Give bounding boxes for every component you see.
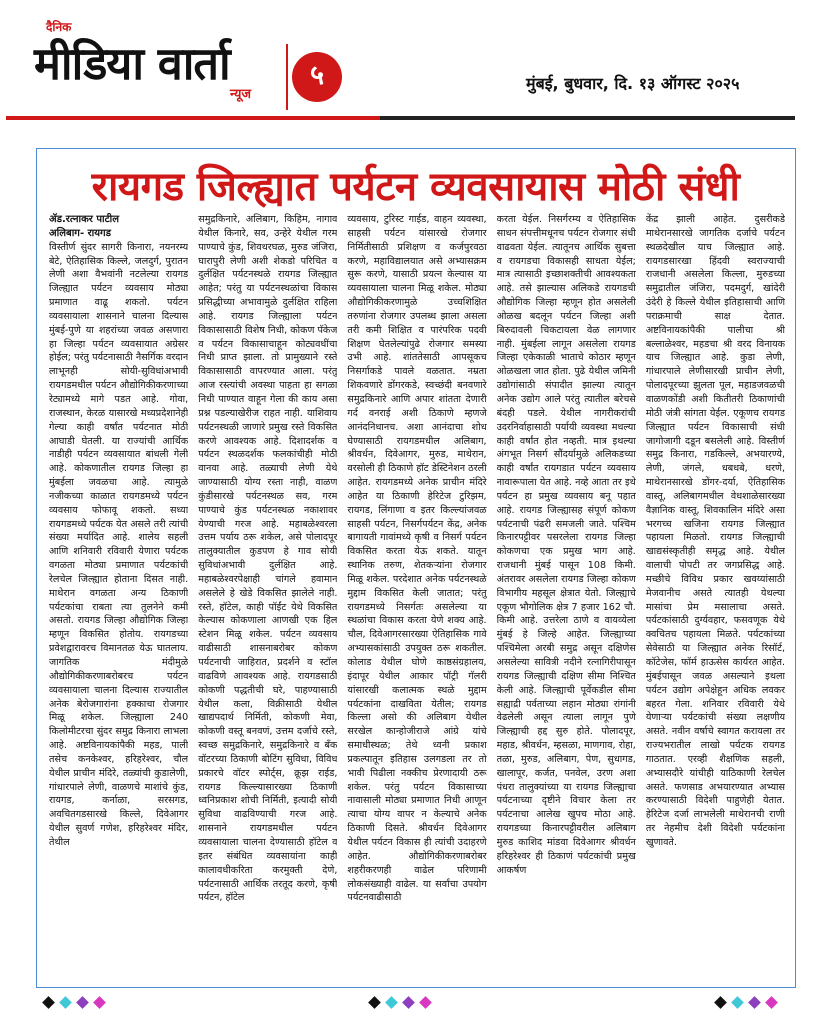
dateline: मुंबई, बुधवार, दि. १३ ऑगस्ट २०२५ xyxy=(526,74,740,93)
diamond-mark xyxy=(385,996,398,1009)
article-columns xyxy=(49,213,785,983)
logo-title: मीडिया वार्ता xyxy=(34,37,230,90)
article-frame xyxy=(36,148,796,988)
diamond-mark xyxy=(42,996,55,1009)
byline-location: अलिबाग- रायगड xyxy=(49,227,112,239)
article-headline: रायगड जिल्ह्यात पर्यटन व्यवसायास मोठी संधी xyxy=(91,164,740,210)
diamond-mark xyxy=(59,996,72,1009)
article-column-4 xyxy=(497,213,636,983)
article-column-5 xyxy=(646,213,785,983)
article-text: केंद्र झाली आहेत. दुसरीकडे माथेरानसारखे जागतिक दर्जाचे पर्यटन स्थळदेखील याच जिल्ह्यात आहे. रायगडसारखा हिंदवी स्वराज्याची राजधानी असलेला किल्ला, मुरुडच्या समुद्रातील जंजिरा, पदमदुर्ग, खांदेरी उंदेरी हे किल्ले येथील इतिहासाची आणि पराक्रमाची साक्ष देतात. अष्टविनायकांपैकी पालीचा श्री बल्लाळेश्वर, महडचा श्री वरद विनायक याच जिल्ह्यात आहे. कुडा लेणी, गांधारपाले लेणीसारखी प्राचीन लेणी, पोलादपूरच्या झुलता पूल, महाडजवळची वाळणकोंडी अशी कितीतरी ठिकाणांची मोठी जंत्री सांगता येईल. एकूणच रायगड जिल्ह्यात पर्यटन विकासाची संधी जागोजागी दडून बसलेली आहे. विस्तीर्ण समुद्र किनारा, गडकिल्ले, अभयारण्ये, लेणी, जंगले, धबधबे, धरणे, माथेरानसारखे डोंगर-दर्या, ऐतिहासिक वास्तू, अलिबागमधील वेधशाळेसारख्या वैज्ञानिक वास्तू, शिवकालिन मंदिरे असा भरगच्च खजिना रायगड जिल्ह्यात पहायला मिळतो. रायगड जिल्ह्याची खाद्यसंस्कृतीही समृद्ध आहे. येथील वालाची पोपटी तर जगप्रसिद्ध आहे. मच्छीचे विविध प्रकार खवय्यांसाठी मेजवानीच असते त्यातही येथल्या मासांचा प्रेम मसालाचा असते. पर्यटकांसाठी दुर्ग्यवहार, फसवणूक येथे क्वचितच पहायला मिळते. पर्यटकांच्या सेवेसाठी या जिल्ह्यात अनेक रिसॉर्ट, कॉटेजेस, फॉर्म हाऊसेस कार्यरत आहेत. मुंबईपासून जवळ असल्याने इथला पर्यटन उद्योग अपेक्षेहून अधिक लवकर बहरत गेला. शनिवार रविवारी येथे येणाऱ्या पर्यटकांची संख्या लक्षणीय असते. नवीन वर्षाचे स्वागत करायला तर राज्यभरातील लाखो पर्यटक रायगड गाठतात. एरव्ही शैक्षणिक सहली, अभ्यासदौरे यांचीही याठिकाणी रेलचेल असते. फणसाड अभयारण्यात अभ्यास करण्यासाठी विदेशी पाहुणेही येतात. हेरिटेज दर्जा लाभलेली माथेरानची राणी तर नेहमीच देशी विदेशी पर्यटकांना खुणावते. xyxy=(645,214,786,848)
diamond-mark xyxy=(765,996,778,1009)
dateline-underline xyxy=(380,116,795,120)
logo-subtitle: न्यूज xyxy=(230,87,252,102)
article-text: समुद्रकिनारे, अलिबाग, किहिम, नागाव येथील किनारे, सव, उन्हेरे येथील गरम पाण्याचे कुंड, शिवथरघळ, मुरुड जंजिरा, घारापुरी लेणी अशी शेकडो परिचित व दुर्लक्षित पर्यटनस्थळे रायगड जिल्ह्यात आहेत; परंतु या पर्यटनस्थळांचा विकास प्रसिद्धीच्या अभावामुळे दुर्लक्षित राहिला आहे. रायगड जिल्ह्याला पर्यटन विकासासाठी विशेष निधी, कोकण पॅकेज व पर्यटन विकासाचाहून कोट्यवधींचा निधी प्राप्त झाला. तो प्रामुख्याने रस्ते विकासासाठी वापरण्यात आला. परंतु आज रस्त्यांची अवस्था पाहता हा सगळा निधी पाण्यात वाहून गेला की काय असा प्रश्न पडल्याखेरीज राहत नाही. याशिवाय पर्यटनस्थळी जाणारे प्रमुख रस्ते विकसित करणे आवश्यक आहे. दिशादर्शक व पर्यटन स्थळदर्शक फलकांचीही मोठी वानवा आहे. तळ्याची लेणी येथे जाण्यासाठी योग्य रस्ता नाही, वाळण कुंडीसारखे पर्यटनस्थळ सव, गरम पाण्याचे कुंड पर्यटनस्थळ नकाशावर येण्याची गरज आहे. महाबळेश्वरला उत्तम पर्याय ठरू शकेल, असे पोलादपूर तालुक्यातील कुडपण हे गाव सोयी सुविधांअभावी दुर्लक्षित आहे. महाबळेश्वरपेक्षाही चांगले हवामान असलेले हे खेडे विकसित झालेले नाही. रस्ते, हॉटेल, काही पॉईंट येथे विकसित केल्यास कोकणाला आणखी एक हिल स्टेशन मिळू शकेल. पर्यटन व्यवसाय वाढीसाठी शासनाबरोबर कोकण पर्यटनाची जाहिरात, प्रदर्शने व स्टॉल वाढविणे आवश्यक आहे. रायगडसाठी कोकणी पद्धतीची घरे, पाहण्यासाठी येथील कला, विक्रीसाठी येथील खाद्यपदार्थ निर्मिती, कोकणी मेवा, कोकणी वस्तू बनवणं, उत्तम दर्जाचे रस्ते, स्वच्छ समुद्रकिनारे, समुद्रकिनारे व बँक वॉटरच्या ठिकाणी बोटिंग सुविधा, विविध प्रकारचे वॉटर स्पोर्ट्स, क्रूझ राईड, रायगड किल्ल्यासारख्या ठिकाणी ध्वनिप्रकाश शोची निर्मिती, इत्यादी सोयी सुविधा वाढविण्याची गरज आहे. शासनाने रायगडमधील पर्यटन व्यवसायाला चालना देण्यासाठी हॉटेल व इतर संबंधित व्यवसायांना काही कालावधीकरिता करमुक्ती देणे, पर्यटनासाठी आर्थिक तरतूद करणे, कृषी पर्यटन, हॉटेल xyxy=(198,214,338,904)
diamond-mark xyxy=(714,996,727,1009)
article-column-1 xyxy=(49,213,188,983)
footer-diamonds-center xyxy=(370,998,430,1012)
byline-author: ॲड.रत्नाकर पाटील xyxy=(49,214,120,225)
diamond-mark xyxy=(402,996,415,1009)
logo-underline xyxy=(6,116,381,120)
diamond-mark xyxy=(368,996,381,1009)
diamond-mark xyxy=(748,996,761,1009)
diamond-mark xyxy=(731,996,744,1009)
article-text: व्यवसाय, टुरिस्ट गाईड, वाहन व्यवस्था, साहसी पर्यटन यांसारखे रोजगार निर्मितीसाठी प्रशिक्षण व कर्जपुरवठा करणे, महाविद्यालयात असे अभ्यासक्रम सुरू करणे, यासाठी प्रयत्न केल्यास या व्यवसायाला चालना मिळू शकेल. मोठ्या औद्योगिकीकरणामुळे उच्चशिक्षित तरुणांना रोजगार उपलब्ध झाला असला तरी कमी शिक्षित व पारंपरिक पदवी शिक्षण घेतलेल्यांपुढे रोजगार समस्या उभी आहे. शांततेसाठी आपसूकच निसर्गाकडे पावले वळतात. नम्रता शिकवणारे डोंगरकडे, स्वच्छंदी बनवणारे समुद्रकिनारे आणि अपार शांतता देणारी गर्द वनराई अशी ठिकाणे म्हणजे आनंदनिधानच. अशा आनंदाचा शोध घेण्यासाठी रायगडमधील अलिबाग, श्रीवर्धन, दिवेआगर, मुरुड, माथेरान, वरसोली ही ठिकाणे हॉट डेस्टिनेशन ठरली आहेत. रायगडमध्ये अनेक प्राचीन मंदिरे आहेत या ठिकाणी हेरिटेज टुरिझम, रायगड, लिंगाणा व इतर किल्ल्यांजवळ साहसी पर्यटन, निसर्गपर्यटन केंद्र, अनेक बागायती गावांमध्ये कृषी व निसर्ग पर्यटन विकसित करता येऊ शकते. यातून स्थानिक तरुण, शेतकऱ्यांना रोजगार मिळू शकेल. परदेशात अनेक पर्यटनस्थळे मुद्दाम विकसित केली जातात; परंतु रायगडमध्ये निसर्गतः असलेल्या या स्थळांचा विकास करता येणे शक्य आहे. चौल, दिवेआगरसारख्या ऐतिहासिक गावे अभ्यासकांसाठी उपयुक्त ठरू शकतील. कोलाड येथील घोणे काष्ठसंग्रहालय, इंदापूर येथील आकार पॉट्री गॅलरी यांसारखी कलात्मक स्थळे मुद्दाम पर्यटकांना दाखविता येतील; रायगड किल्ला असो की अलिबाग येथील सरखेल कान्होजीराजे आंग्रे यांचे समाधीस्थळ; तेथे ध्वनी प्रकाश प्रकल्पातून इतिहास उलगडला तर तो भावी पिढीला नक्कीच प्रेरणादायी ठरू शकेल. परंतु पर्यटन विकासाच्या नावासाली मोठ्या प्रमाणात निधी आणून त्याचा योग्य वापर न केल्याचे अनेक ठिकाणी दिसते. श्रीवर्धन दिवेआगर येथील पर्यटन विकास ही त्यांची उदाहरणे आहेत. औद्योगिकीकरणाबरोबर शहरीकरणही वाढेल परिणामी लोकसंख्याही वाढेल. या सर्वांचा उपयोग पर्यटनवाढीसाठी xyxy=(347,214,487,904)
masthead-divider xyxy=(286,44,288,110)
page-number-badge: ५ xyxy=(292,52,342,102)
logo-tagline: दैनिक xyxy=(46,20,72,34)
footer-diamonds-right xyxy=(716,998,776,1012)
diamond-mark xyxy=(76,996,89,1009)
newspaper-logo xyxy=(34,18,284,118)
article-text: विस्तीर्ण सुंदर सागरी किनारा, नयनरम्य बेटे, ऐतिहासिक किल्ले, जलदुर्ग, पुरातन लेणी अशा वैभवांनी नटलेल्या रायगड जिल्ह्यात पर्यटन व्यवसाय मोठ्या प्रमाणात वाढू शकतो. पर्यटन व्यवसायाला शासनाने चालना दिल्यास मुंबई-पुणे या शहरांच्या जवळ असणारा हा जिल्हा पर्यटन व्यवसायात अग्रेसर होईल; परंतु पर्यटनासाठी नैसर्गिक वरदान लाभूनही सोयी-सुविधांअभावी रायगडमधील पर्यटन औद्योगिकीकरणाच्या रेट्यामध्ये मागे पडत आहे. गोवा, राजस्थान, केरळ यासारखे मध्यप्रदेशानेही गेल्या काही वर्षांत पर्यटनात मोठी आघाडी घेतली. या राज्यांची आर्थिक नाडीही पर्यटन व्यवसायात बांधली गेली आहे. कोकणातील रायगड जिल्हा हा मुंबईला जवळचा आहे. त्यामुळे नजीकच्या काळात रायगडमध्ये पर्यटन व्यवसाय फोफावू शकतो. सध्या रायगडमध्ये पर्यटक येत असले तरी त्यांची संख्या मर्यादित आहे. शालेय सहली आणि शनिवारी रविवारी येणारा पर्यटक वगळता मोठ्या प्रमाणात पर्यटकांची रेलचेल जिल्ह्यात होताना दिसत नाही. माथेरान वगळता अन्य ठिकाणी पर्यटकांचा राबता त्या तुलनेने कमी असतो. रायगड जिल्हा औद्योगिक जिल्हा म्हणून विकसित होतोय. रायगडच्या प्रवेशद्वारावरच विमानतळ येऊ घातलाय. जागतिक मंदीमुळे औद्योगिकीकरणाबरोबरच पर्यटन व्यवसायाला चालना दिल्यास राज्यातील अनेक बेरोजगारांना हक्काचा रोजगार मिळू शकेल. जिल्ह्याला 240 किलोमीटरचा सुंदर समुद्र किनारा लाभला आहे. अष्टविनायकांपैकी महड, पाली तसेच कनकेश्वर, हरिहरेश्वर, चौल येथील प्राचीन मंदिरे, तळ्यांची कुडालेणी, गांधारपाले लेणी, वाळणचे माशांचे कुंड, रायगड, कर्नाळा, सरसगड, अवचितगडसारखे किल्ले, दिवेआगर येथील सुवर्ण गणेश, हरिहरेश्वर मंदिर, तेथील xyxy=(49,241,189,848)
masthead xyxy=(0,0,822,134)
diamond-mark xyxy=(93,996,106,1009)
article-column-3 xyxy=(347,213,486,983)
article-text: करता येईल. निसर्गरम्य व ऐतिहासिक साधन संपत्तीमधूनच पर्यटन रोजगार संधी वाढवता येईल. त्यातूनच आर्थिक सुबत्ता व रायगडचा विकासही साधता येईल; मात्र त्यासाठी इच्छाशक्तीची आवश्यकता आहे. तसे झाल्यास अलिकडे रायगडची औद्योगिक जिल्हा म्हणून होत असलेली ओळख बदलून पर्यटन जिल्हा अशी बिरुदावली चिकटायला वेळ लागणार नाही. मुंबईला लागून असलेला रायगड जिल्हा एकेकाळी भाताचे कोठार म्हणून ओळखला जात होता. पुढे येथील जमिनी उद्योगांसाठी संपादीत झाल्या त्यातून अनेक उद्योग आले परंतु त्यातील बरेचसे बंदही पडले. येथील नागरीकरांची उदरनिर्वाहासाठी पर्यायी व्यवस्था मधल्या काही वर्षांत होत नव्हती. मात्र इथल्या अंगभूत निसर्ग सौंदर्यामुळे अलिकडच्या काही वर्षांत रायगडात पर्यटन व्यवसाय नावारूपाला येत आहे. नव्हे आता तर इथे पर्यटन हा प्रमुख व्यवसाय बनू पहात आहे. रायगड जिल्ह्यासह संपूर्ण कोकण पर्यटनाची पंढरी समजली जाते. पश्चिम किनारपट्टीवर पसरलेला रायगड जिल्हा कोकणचा एक प्रमुख भाग आहे. राजधानी मुंबई पासून 108 किमी. अंतरावर असलेला रायगड जिल्हा कोकण विभागीय महसूल क्षेत्रात येतो. जिल्ह्याचे एकूण भौगोलिक क्षेत्र 7 हजार 162 चौ. किमी आहे. उत्तरेला ठाणे व वायव्येला मुंबई हे जिल्हे आहेत. जिल्ह्याच्या पश्चिमेला अरबी समुद्र असून दक्षिणेस असलेल्या सावित्री नदीने रत्नागिरीपासून रायगड जिल्ह्याची दक्षिण सीमा निश्चित केली आहे. जिल्ह्याची पूर्वेकडील सीमा सह्याद्री पर्वताच्या लहान मोठ्या रांगांनी वेढलेली असून त्याला लागून पुणे जिल्ह्याची हद्द सुरु होते. पोलादपूर, महाड, श्रीवर्धन, म्हसळा, माणगाव, रोहा, तळा, मुरुड, अलिबाग, पेण, सुधागड, खालापूर, कर्जत, पनवेल, उरण अशा पंधरा तालुक्यांच्या या रायगड जिल्ह्याचा पर्यटनाच्या दृष्टीने विचार केला तर पर्यटनाचा आलेख खुपच मोठा आहे. रायगडच्या किनारपट्टीवरील अलिबाग मुरुड काशिद मांडवा दिवेआगर श्रीवर्धन हरिहरेश्वर ही ठिकाणं पर्यटकांची प्रमुख आकर्षण xyxy=(496,214,636,876)
article-column-2 xyxy=(198,213,337,983)
footer-diamonds-left xyxy=(44,998,104,1012)
diamond-mark xyxy=(419,996,432,1009)
